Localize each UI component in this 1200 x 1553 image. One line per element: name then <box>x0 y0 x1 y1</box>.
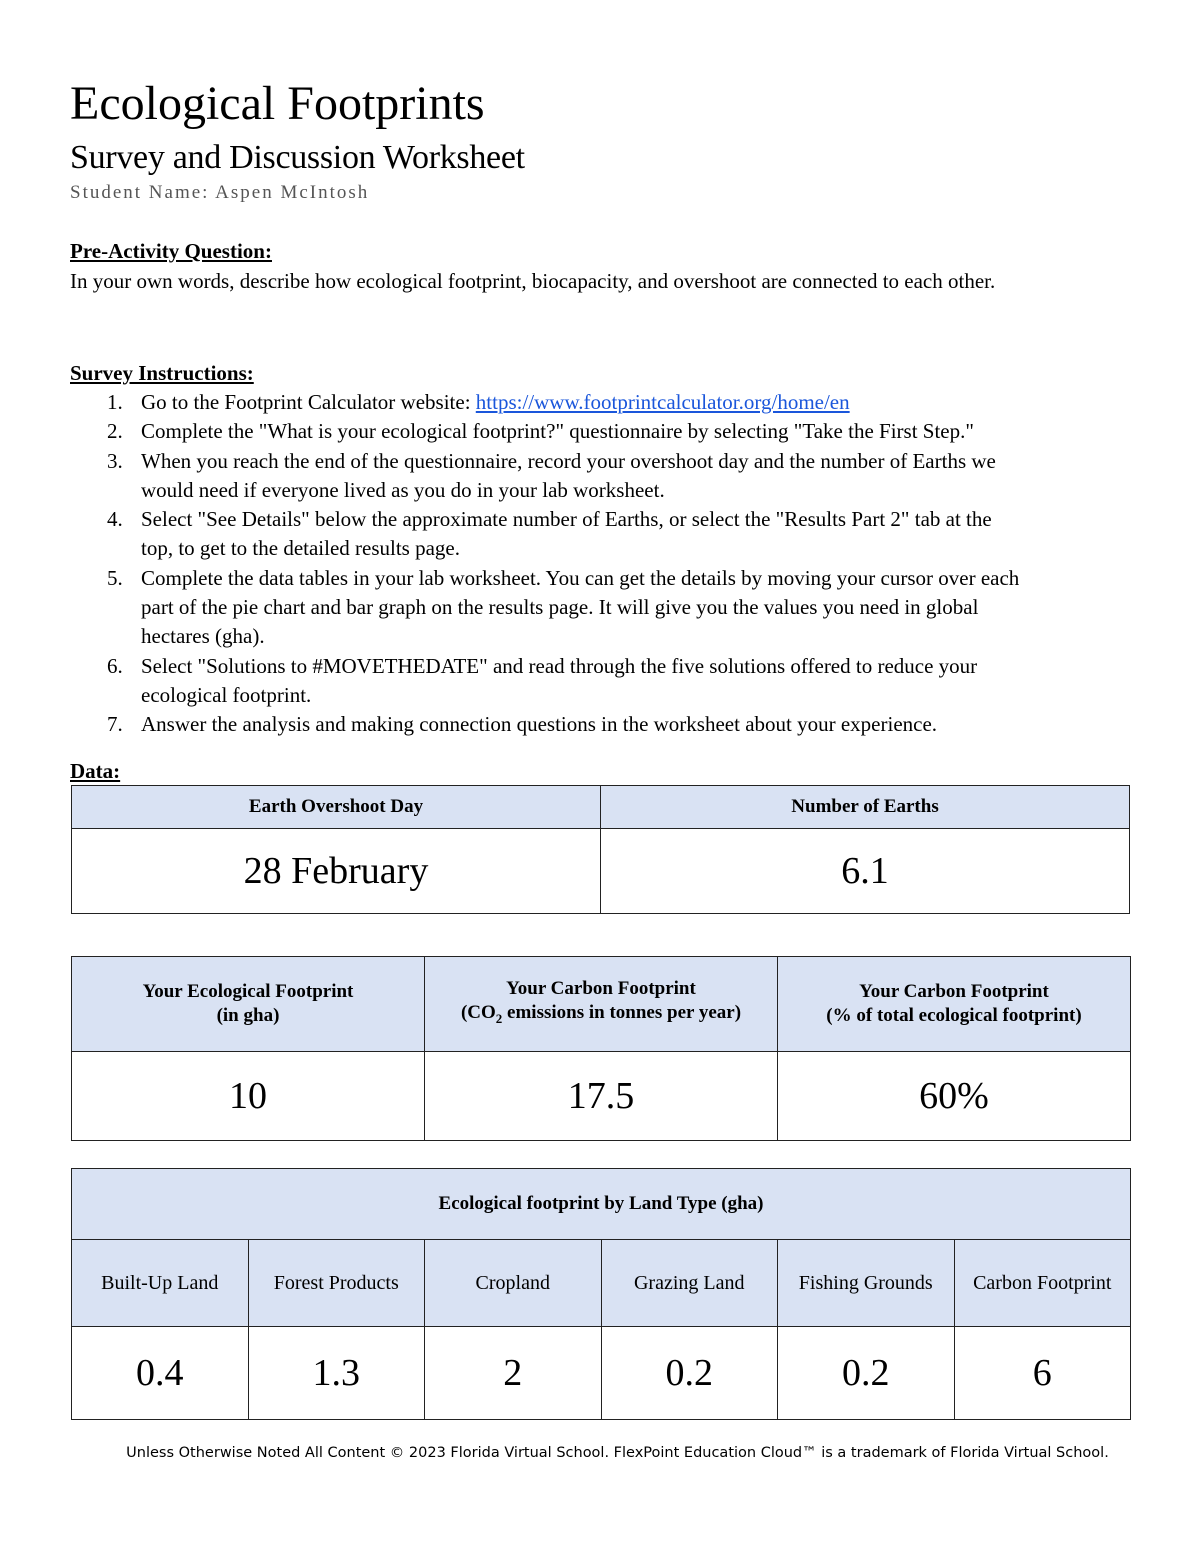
header-line: (CO <box>460 1002 496 1024</box>
list-item <box>70 652 1140 711</box>
list-item <box>70 388 1140 417</box>
carbon-percent-value: 60% <box>778 1052 1131 1141</box>
copyright-footer: Unless Otherwise Noted All Content © 2023 Florida Virtual School. FlexPoint Education Cloud™ is a trademark of Florida Virtual School. <box>126 1445 1109 1461</box>
ecological-footprint-value: 10 <box>72 1052 425 1141</box>
carbon-footprint-header: Carbon Footprint <box>954 1240 1131 1327</box>
step-text: When you reach the end of the questionnaire, record your overshoot day and the number of Earths we <box>141 448 996 473</box>
pre-activity-question: In your own words, describe how ecological footprint, biocapacity, and overshoot are connected to each other. <box>70 269 996 293</box>
header-line: Your Ecological Footprint <box>142 981 354 1002</box>
fishing-grounds-value: 0.2 <box>778 1327 955 1420</box>
co2-subscript: 2 <box>495 1010 503 1026</box>
step-text: Complete the data tables in your lab worksheet. You can get the details by moving your cursor over each <box>141 565 1020 590</box>
forest-products-value: 1.3 <box>248 1327 425 1420</box>
step-text: part of the pie chart and bar graph on the results page. It will give you the values you need in global <box>141 595 979 620</box>
step-text: hectares (gha). <box>141 624 265 649</box>
carbon-footprint-value: 6 <box>954 1327 1131 1420</box>
step-text: Go to the Footprint Calculator website: <box>141 390 476 414</box>
land-type-table <box>71 1168 1131 1420</box>
footprint-summary-table <box>71 956 1131 1141</box>
step-number: 5. <box>107 565 123 590</box>
number-of-earths-header: Number of Earths <box>601 786 1130 829</box>
grazing-land-value: 0.2 <box>601 1327 778 1420</box>
list-item <box>70 447 1140 506</box>
step-number: 1. <box>107 390 123 414</box>
built-up-land-value: 0.4 <box>72 1327 249 1420</box>
step-text: would need if everyone lived as you do in your lab worksheet. <box>141 477 665 502</box>
step-text: top, to get to the detailed results page. <box>141 536 460 561</box>
pre-activity-heading: Pre-Activity Question: <box>70 239 272 263</box>
survey-steps-list <box>70 388 1140 740</box>
footprint-calculator-link[interactable]: https://www.footprintcalculator.org/home/en <box>475 390 850 414</box>
carbon-tonnes-value: 17.5 <box>425 1052 778 1141</box>
overshoot-day-value: 28 February <box>72 829 601 914</box>
header-line: emissions in tonnes per year) <box>502 1002 742 1024</box>
cropland-value: 2 <box>425 1327 602 1420</box>
header-line: (in gha) <box>216 1005 280 1026</box>
step-text: Select "Solutions to #MOVETHEDATE" and read through the five solutions offered to reduce your <box>141 653 978 678</box>
step-number: 3. <box>107 448 123 473</box>
forest-products-header: Forest Products <box>248 1240 425 1327</box>
list-item <box>70 505 1140 564</box>
header-line: (% of total ecological footprint) <box>826 1005 1082 1026</box>
survey-instructions-heading: Survey Instructions: <box>70 361 254 385</box>
step-number: 6. <box>107 653 123 678</box>
list-item <box>70 710 1140 739</box>
carbon-footprint-percent-header <box>778 957 1131 1052</box>
cropland-header: Cropland <box>425 1240 602 1327</box>
fishing-grounds-header: Fishing Grounds <box>778 1240 955 1327</box>
list-item <box>70 417 1140 446</box>
document-subtitle: Survey and Discussion Worksheet <box>70 139 525 176</box>
land-type-table-title: Ecological footprint by Land Type (gha) <box>72 1169 1131 1240</box>
number-of-earths-value: 6.1 <box>601 829 1130 914</box>
step-text: Answer the analysis and making connection questions in the worksheet about your experience. <box>141 712 938 737</box>
document-title: Ecological Footprints <box>70 77 485 130</box>
step-text: Complete the "What is your ecological footprint?" questionnaire by selecting "Take the First Step." <box>141 419 974 444</box>
step-number: 7. <box>107 712 123 737</box>
carbon-footprint-tonnes-header <box>425 957 778 1052</box>
header-line: Your Carbon Footprint <box>506 978 696 1000</box>
built-up-land-header: Built-Up Land <box>72 1240 249 1327</box>
step-number: 2. <box>107 419 123 444</box>
overshoot-day-header: Earth Overshoot Day <box>72 786 601 829</box>
list-item <box>70 564 1140 652</box>
header-line: Your Carbon Footprint <box>859 981 1049 1002</box>
step-text: ecological footprint. <box>141 682 312 707</box>
ecological-footprint-header <box>72 957 425 1052</box>
data-heading: Data: <box>70 759 121 783</box>
overshoot-earths-table <box>71 785 1130 914</box>
grazing-land-header: Grazing Land <box>601 1240 778 1327</box>
student-name: Student Name: Aspen McIntosh <box>70 182 370 203</box>
step-text: Select "See Details" below the approximate number of Earths, or select the "Results Part 2" tab at the <box>141 507 992 532</box>
step-number: 4. <box>107 507 123 532</box>
